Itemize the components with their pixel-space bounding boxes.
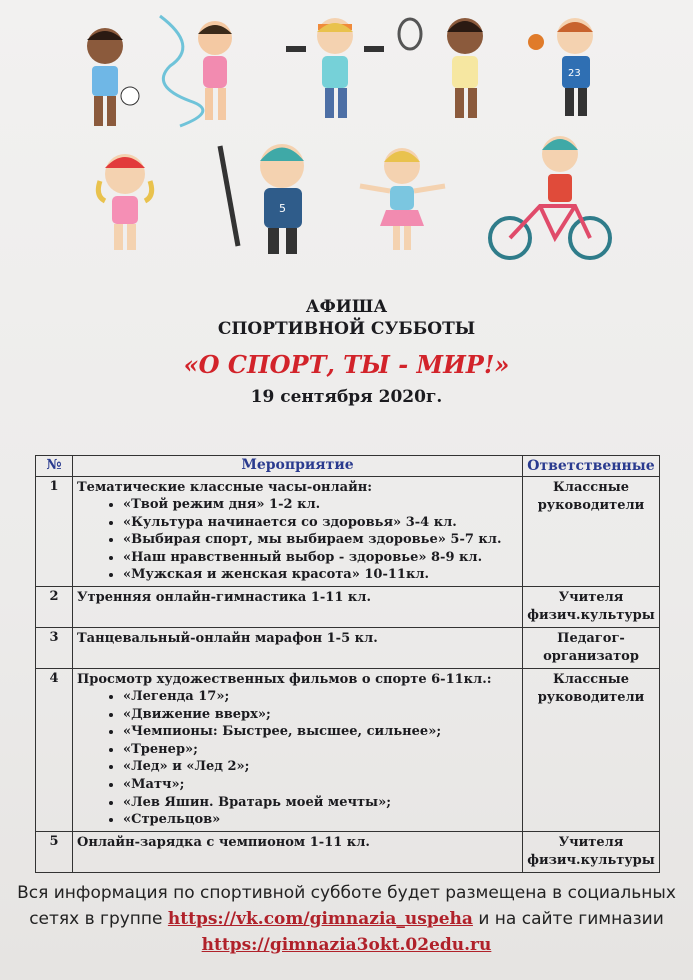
row-event [73,586,523,627]
footer-line-1: Вся информация по спортивной субботе будет размещена в социальных [17,883,676,903]
row-event [73,831,523,872]
table-row [36,831,660,872]
row-responsible [523,586,660,627]
basketball-kid-icon [528,18,593,116]
list-item: • «Тренер»; [123,741,518,759]
row-event [73,477,523,587]
row-responsible [523,831,660,872]
event-sublist [77,496,518,584]
list-item: • «Лев Яшин. Вратарь моей мечты»; [123,794,518,812]
poster-title: АФИША [305,297,388,317]
list-item: • «Лед» и «Лед 2»; [123,758,518,776]
svg-text:5: 5 [279,202,286,215]
list-item: • «Мужская и женская красота» 10-11кл. [123,566,518,584]
dancer-kid-icon [360,148,445,250]
tennis-kid-icon [399,18,483,118]
responsible-line: Классные [552,480,630,495]
header-responsible: Ответственные [523,456,660,477]
event-date: 19 сентября 2020г. [250,387,443,407]
poster-heading [0,296,693,408]
header-number: № [36,456,73,477]
row-number: 4 [36,668,73,831]
table-row [36,627,660,668]
row-responsible [523,477,660,587]
info-footer [0,880,693,958]
poster-subtitle: СПОРТИВНОЙ СУББОТЫ [217,319,476,339]
list-item: • «Твой режим дня» 1-2 кл. [123,496,518,514]
table-row [36,586,660,627]
event-title: Танцевальный-онлайн марафон 1-5 кл. [77,630,378,646]
gymnast-ribbon-kid-icon [160,16,232,126]
responsible-line: руководители [537,689,645,705]
list-item: • «Выбирая спорт, мы выбираем здоровье» 5-7 кл. [123,531,518,549]
event-title: Тематические классные часы-онлайн: [77,480,373,495]
event-title: Утренняя онлайн-гимнастика 1-11 кл. [77,589,371,605]
row-number: 1 [36,477,73,587]
responsible-line: физич.культуры [527,607,655,623]
events-table [35,455,660,873]
event-title: Онлайн-зарядка с чемпионом 1-11 кл. [77,834,370,850]
header-event: Мероприятие [73,456,523,477]
list-item: • «Наш нравственный выбор - здоровье» 8-9 кл. [123,549,518,567]
list-item: • «Легенда 17»; [123,688,518,706]
event-title: Просмотр художественных фильмов о спорте 6-11кл.: [77,671,492,687]
table-header-row [36,456,660,477]
event-sublist [77,688,518,829]
soccer-kid-icon [87,28,139,126]
table-row [36,668,660,831]
footer-text: сетях в группе [29,909,168,929]
list-item: • «Культура начинается со здоровья» 3-4 кл. [123,514,518,532]
responsible-line: Учителя [558,589,624,605]
table-row [36,477,660,587]
list-item: • «Матч»; [123,776,518,794]
row-event [73,627,523,668]
school-site-link[interactable]: https://gimnazia3okt.02edu.ru [201,935,492,955]
responsible-line: Классные [552,671,630,687]
skater-kid-icon [98,154,151,250]
list-item: • «Чемпионы: Быстрее, высшее, сильнее»; [123,723,518,741]
vk-group-link[interactable]: https://vk.com/gimnazia_uspeha [167,909,473,929]
list-item: • «Движение вверх»; [123,706,518,724]
list-item: • «Стрельцов» [123,811,518,829]
responsible-line: организатор [543,648,639,664]
responsible-line: Педагог- [557,630,625,646]
footer-line-2 [0,906,693,932]
row-number: 5 [36,831,73,872]
responsible-line: Учителя [558,834,624,850]
footer-line-3 [0,932,693,958]
row-responsible [523,627,660,668]
hockey-kid-icon [220,144,304,254]
row-responsible [523,668,660,831]
poster-motto: «О СПОРТ, ТЫ - МИР!» [183,350,510,379]
row-number: 3 [36,627,73,668]
cyclist-kid-icon [490,136,610,258]
dumbbell-kid-icon [286,18,384,118]
row-number: 2 [36,586,73,627]
responsible-line: руководители [537,498,645,513]
responsible-line: физич.культуры [527,852,655,868]
svg-text:23: 23 [568,68,581,79]
sport-kids-illustration [60,6,630,271]
footer-text: и на сайте гимназии [472,909,664,929]
row-event [73,668,523,831]
